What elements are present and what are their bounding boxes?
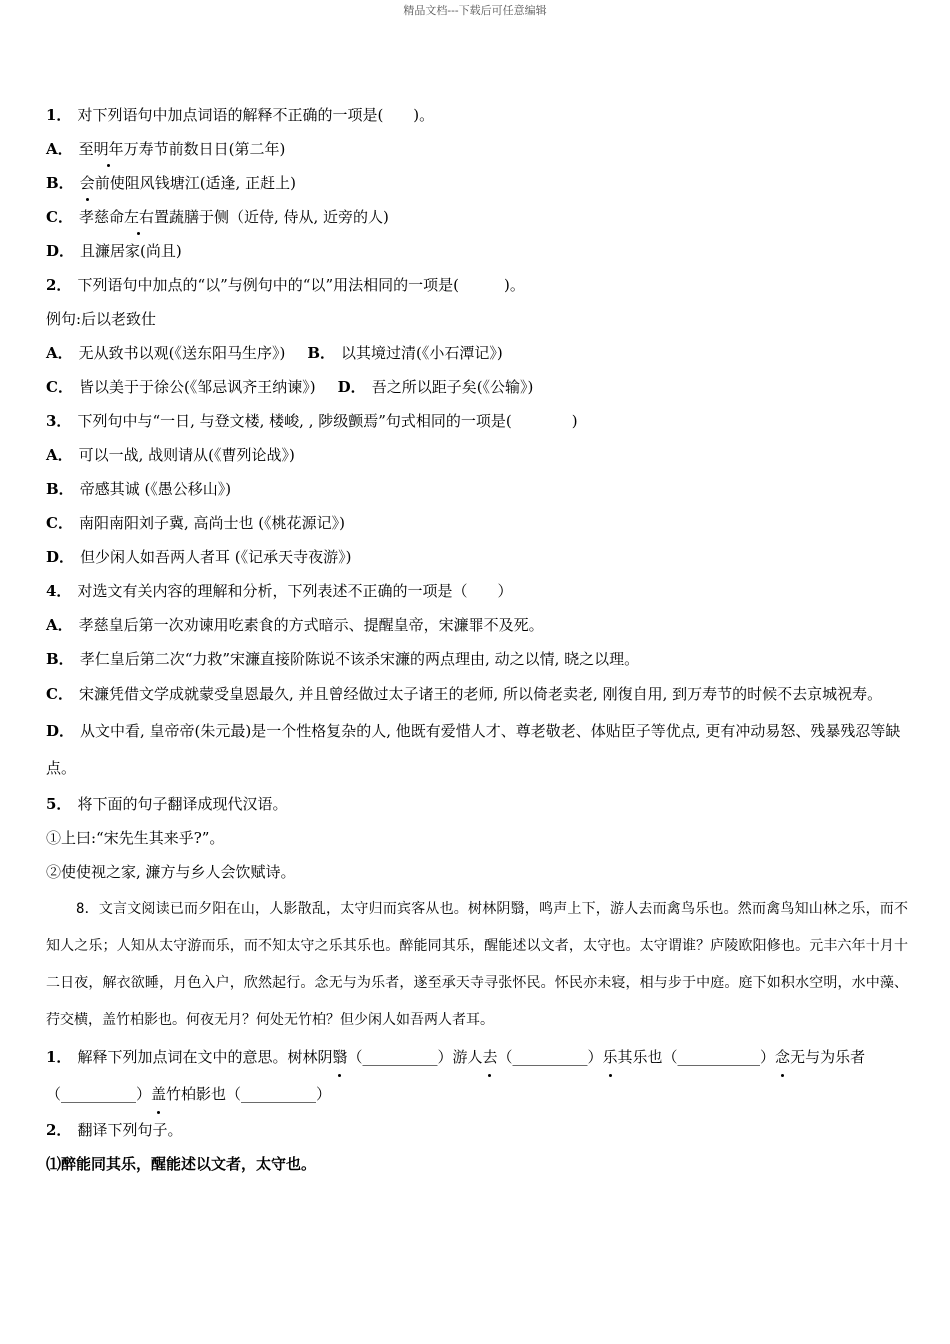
option-text: 前使阻风钱塘江(适逢, 正赶上) — [94, 174, 296, 192]
option-text: 万寿节前数日日(第二年) — [123, 140, 286, 158]
dotted-word: 左右 — [124, 200, 154, 234]
option-label: C． — [46, 378, 73, 396]
question-text: 下列语句中加点的“以”与例句中的“以”用法相同的一项是( )。 — [77, 276, 525, 294]
option-text: 孝慈皇后第一次劝谏用吃素食的方式暗示、提醒皇帝，宋濂罪不及死。 — [78, 616, 544, 634]
question-number: 5． — [46, 795, 72, 813]
option-text: 以其境过清(《小石潭记》) — [341, 344, 503, 362]
option-label: A． — [46, 616, 73, 634]
option-text: 至 — [78, 140, 94, 158]
question-4-stem — [46, 574, 908, 608]
option-label: A． — [46, 140, 73, 158]
option-text: 可以一战, 战则请从(《曹列论战》) — [78, 446, 295, 464]
option-text: 从文中看, 皇帝帝(朱元最)是一个性格复杂的人, 他既有爱惜人才、尊老敬老、体贴臣子等优点, 更有冲动易怒、残暴残忍等缺点。 — [46, 722, 901, 777]
option-label: B． — [46, 174, 74, 192]
question-2-stem — [46, 268, 908, 302]
question-number: 4． — [46, 582, 72, 600]
answer-blank: 无与为乐者（__________） — [46, 1048, 866, 1103]
option-text: 宋濂凭借文学成就蒙受皇恩最久, 并且曾经做过太子诸王的老师, 所以倚老卖老, 刚復自用, 到万寿节的时候不去京城祝寿。 — [78, 685, 883, 703]
question-4-option-a — [46, 608, 908, 642]
option-text: 无从致书以观(《送东阳马生序》) — [78, 344, 286, 362]
answer-blank: （__________）游人 — [347, 1048, 483, 1066]
question-1-option-a — [46, 132, 908, 166]
question-1-option-d — [46, 234, 908, 268]
option-text: 孝仁皇后第二次“力救”宋濂直接阶陈说不该杀宋濂的两点理由, 动之以情, 晓之以理。 — [79, 650, 640, 668]
question-5-sentence-2: ②使使视之家, 濂方与乡人会饮赋诗。 — [46, 863, 296, 881]
question-1-stem — [46, 98, 908, 132]
dotted-word: 翳 — [332, 1039, 347, 1076]
question-3-option-d — [46, 540, 908, 574]
question-text: 解释下列加点词在文中的意思。树林阴 — [77, 1048, 333, 1066]
page-header: 精品文档---下载后可任意编辑 — [403, 4, 547, 17]
question-2-options-cd — [46, 370, 908, 404]
classical-chinese-passage: 8．文言文阅读已而夕阳在山，人影散乱，太守归而宾客从也。树林阴翳，鸣声上下，游人去而禽鸟乐也。然而禽鸟知山林之乐，而不知人之乐；人知从太守游而乐，而不知太守之乐其乐也。醉能同其乐，醒能述以文者，太守也。太守谓谁？庐陵欧阳修也。元丰六年十月十二日夜，解衣欲睡，月色入户，欣然起行。念无与为乐者，遂至承天寺寻张怀民。怀民亦未寝，相与步于中庭。庭下如积水空明，水中藻、荇交横，盖竹柏影也。何夜无月？何处无竹柏？但少闲人如吾两人者耳。 — [46, 901, 908, 1028]
option-label: B． — [46, 480, 74, 498]
question-3-option-c — [46, 506, 908, 540]
question-5-sentence-1: ①上曰:“宋先生其来乎?”。 — [46, 829, 225, 847]
question-number: 2． — [46, 1121, 72, 1139]
option-label: D． — [46, 548, 75, 566]
option-text: 孝慈命 — [78, 208, 124, 226]
question-3-stem — [46, 404, 908, 438]
question-4-option-c — [46, 676, 908, 713]
question-number: 1． — [46, 106, 72, 124]
option-text: 皆以美于于徐公(《邹忌讽齐王纳谏》) — [78, 378, 316, 396]
option-label: C． — [46, 514, 73, 532]
dotted-word: 去 — [482, 1039, 497, 1076]
question-1-option-c — [46, 200, 908, 234]
dotted-word: 会 — [80, 166, 95, 200]
question-2-options-ab — [46, 336, 908, 370]
passage-subquestion-2 — [46, 1113, 908, 1147]
dotted-word: 念 — [775, 1039, 790, 1076]
question-1-option-b — [46, 166, 908, 200]
answer-blank: 竹柏影也（__________） — [166, 1085, 332, 1103]
option-label: B． — [307, 344, 336, 362]
option-text: 且 — [80, 242, 96, 260]
option-text: 帝感其诚 (《愚公移山》) — [79, 480, 232, 498]
option-label: A． — [46, 446, 73, 464]
question-text: 翻译下列句子。 — [77, 1121, 183, 1139]
question-5-stem — [46, 787, 908, 821]
option-text: 但少闲人如吾两人者耳 (《记承天寺夜游》) — [80, 548, 352, 566]
option-label: D． — [46, 722, 75, 740]
question-3-option-a — [46, 438, 908, 472]
option-label: A． — [46, 344, 73, 362]
question-2-example: 例句:后以老致仕 — [46, 310, 157, 328]
option-text: 南阳南阳刘子冀, 高尚士也 (《桃花源记》) — [78, 514, 345, 532]
question-4-option-d — [46, 713, 908, 787]
option-text: 濂居家(尚且) — [95, 242, 182, 260]
question-4-option-b — [46, 642, 908, 676]
question-text: 对选文有关内容的理解和分析，下列表述不正确的一项是（ ） — [77, 582, 513, 600]
option-label: C． — [46, 208, 73, 226]
passage-subquestion-2-sentence-1: ⑴醉能同其乐，醒能述以文者，太守也。 — [46, 1155, 317, 1173]
passage-subquestion-1 — [46, 1039, 908, 1113]
answer-blank: 其乐也（___________） — [617, 1048, 776, 1066]
option-label: D． — [46, 242, 75, 260]
question-text: 对下列语句中加点词语的解释不正确的一项是( )。 — [77, 106, 435, 124]
option-text: 置蔬膳于侧（近侍, 侍从, 近旁的人) — [153, 208, 389, 226]
question-number: 2． — [46, 276, 72, 294]
question-text: 下列句中与“一日, 与登文楼, 楼峻, , 陟级颤焉”句式相同的一项是( ) — [77, 412, 578, 430]
question-text: 将下面的句子翻译成现代汉语。 — [77, 795, 288, 813]
dotted-word: 盖 — [151, 1076, 166, 1113]
document-body — [46, 98, 908, 1181]
option-text: 吾之所以距子矣(《公输》) — [371, 378, 534, 396]
dotted-word: 乐 — [603, 1039, 618, 1076]
dotted-word: 明年 — [94, 132, 124, 166]
option-label: D． — [337, 378, 366, 396]
option-label: B． — [46, 650, 74, 668]
question-3-option-b — [46, 472, 908, 506]
question-number: 1． — [46, 1048, 72, 1066]
answer-blank: （__________） — [497, 1048, 603, 1066]
option-label: C． — [46, 685, 73, 703]
question-number: 3． — [46, 412, 72, 430]
